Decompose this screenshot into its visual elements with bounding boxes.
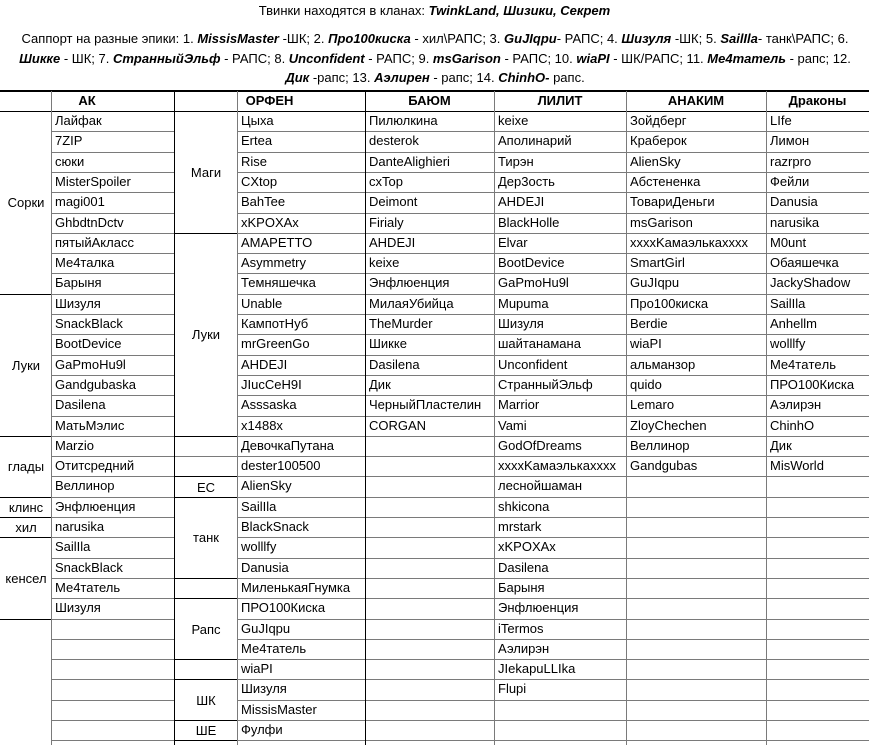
ak-group-label: Сорки [1,112,51,294]
anakim-name: Веллинор [630,437,690,453]
support-text: - РАПС; 10. [500,50,577,66]
orfen_names-name: Rise [241,153,268,169]
baium-name: ЧерныйПластелин [369,397,482,413]
support-name: SailIla [720,31,758,46]
orfen_names-name: ДевочкаПутана [241,437,335,453]
anakim-name: ZloyChechen [630,417,707,433]
orfen_names-name: ПРО100Киска [241,600,326,616]
orfen_names-name: Asssaska [241,397,297,413]
support-text: Саппорт на разные эпики: 1. [21,31,198,46]
lilit-name: BootDevice [498,255,565,271]
col-line [51,91,52,745]
orfen_names-name: GuJIqpu [241,620,291,636]
orfen_names-name: AMAPETTO [241,234,313,250]
lilit-name: iTermos [498,620,544,636]
support-name: GuJIqpu [504,31,557,46]
lilit-name: GaPmoHu9l [498,275,569,291]
lilit-name: СтранныйЭльф [498,376,593,392]
ak_names-name: МатьМэлис [55,417,125,433]
anakim-name: quido [630,376,662,392]
orfen_names-name: wolllfy [241,539,277,555]
dragons-name: ChinhO [770,417,815,433]
column-header-baium: БАЮМ [408,93,451,108]
ak_names-name: Marzio [55,437,95,453]
group-line [0,436,51,437]
support-text: - ШК/РАПС; 11. [609,50,708,66]
support-name: wiaPI [576,50,610,66]
anakim-name: Краберок [630,133,687,149]
support-name: Me4тaтeль [707,50,786,66]
support-name: Дик [285,70,310,85]
baium-name: DanteAlighieri [369,153,450,169]
baium-name: Энфлюенция [369,275,450,291]
ak-group-label: глады [1,437,51,497]
ak_names-name: Ме4татель [55,579,121,595]
group-line [174,476,237,477]
support-name: Аэлирен [374,70,430,85]
lilit-name: xxxxKaмaэлькахххх [498,458,616,474]
column-header-ak: АК [78,93,96,108]
orfen_names-name: BlackSnack [241,519,309,534]
baium-name: cxTop [369,173,403,189]
support-text: - танк\РАПС; 6. [757,31,849,46]
group-line [0,497,51,498]
support-text: -ШК; 5. [671,31,721,46]
col-line-bold [365,91,366,745]
support-text: рапс. [549,70,585,85]
ak_names-name: MisterSpoiler [55,173,131,189]
orfen_names-name: xKPOXAx [241,214,299,230]
baium-name: AHDEJI [369,234,416,250]
support-description [6,29,864,88]
dragons-name: M0unt [770,234,807,250]
lilit-name: mrstark [498,519,542,534]
baium-name: Дик [369,376,391,392]
orfen_names-name: AlienSky [241,478,292,494]
clans-title: Твинки находятся в кланах: TwinkLand, Шизики, Секрет [258,3,611,18]
orfen_names-name: Ме4татель [241,640,307,656]
lilit-name: shkicona [498,498,550,514]
orfen_names-name: CXtop [241,173,278,189]
anakim-name: ТовариДеньги [630,194,715,210]
dragons-name: MisWorld [770,458,824,474]
column-header-dragons: Драконы [788,93,847,108]
orfen_names-name: Unable [241,295,283,311]
orfen_names-name: МиленькаяГнумка [241,579,351,595]
group-line [0,537,51,538]
support-name: Шизуля [621,31,672,46]
ak_names-name: пятыйАкласс [55,234,134,250]
group-line [174,679,237,680]
support-text: - ШК; 7. [60,50,113,66]
group-line [174,720,237,721]
orfen_names-name: Темняшечка [241,275,316,291]
anakim-name: Lemaro [630,397,675,413]
group-line [174,740,237,741]
group-line [174,436,237,437]
ak_names-name: Лайфак [55,113,102,128]
support-text: - РАПС; 8. [220,50,289,66]
column-header-lilit: ЛИЛИТ [537,93,583,108]
dragons-name: Фейли [770,173,810,189]
dragons-name: Me4тaтeль [770,356,837,372]
lilit-name: Marrior [498,397,540,413]
lilit-name: Аэлирэн [498,640,550,656]
lilit-name: keixe [498,113,529,128]
lilit-name: Unconfident [498,356,568,372]
dragons-name: SailIla [770,295,806,311]
dragons-name: razrpro [770,153,812,169]
lilit-name: Шизуля [498,316,544,331]
orfen_names-name: AHDEJI [241,356,288,372]
ak-group-label: Луки [1,295,51,436]
orfen_names-name: Ertea [241,133,273,149]
orfen-group-label: ШЕ [175,721,237,740]
orfen_names-name: JIucCeH9I [241,376,302,392]
ak-group-label: хил [1,518,51,537]
ak_names-name: BootDevice [55,336,122,352]
support-name: MissisMaster [197,31,279,46]
anakim-name: Berdie [630,316,668,331]
ak_names-name: Dasilena [55,397,106,413]
ak_names-name: SailIla [55,539,91,555]
orfen_names-name: mrGreenGo [241,336,310,352]
group-line [174,111,237,112]
ak_names-name: Отитсредний [55,458,135,474]
dragons-name: LIfe [770,113,792,128]
dragons-name: Anhellm [770,316,817,331]
dragons-name: Danusia [770,194,818,210]
orfen_names-name: Шизуля [241,681,287,697]
column-header-orfen: ОРФЕН [245,93,294,108]
dragons-name: Лимон [770,133,810,149]
baium-name: CORGAN [369,417,427,433]
orfen-group-label: Луки [175,234,237,436]
ak_names-name: сюки [55,153,85,169]
ak_names-name: SnackBlack [55,559,123,575]
support-text: - РАПС; 9. [364,50,433,66]
anakim-name: альманзор [630,356,696,372]
ak_names-name: Gandgubaska [55,376,136,392]
support-text: - рапс; 12. [785,50,851,66]
orfen_names-name: Danusia [241,559,289,575]
lilit-name: JIekapuLLIka [498,661,576,677]
ak_names-name: Энфлюенция [55,498,136,514]
lilit-name: AHDEJI [498,194,545,210]
col-line [626,91,627,745]
orfen-group-label: Маги [175,112,237,233]
lilit-name: Энфлюенция [498,600,579,616]
dragons-name: JackyShadow [770,275,851,291]
anakim-name: GuJIqpu [630,275,680,291]
orfen_names-name: Фулфи [241,722,283,737]
group-line [174,659,237,660]
baium-name: Dasilena [369,356,420,372]
orfen_names-name: MissisMaster [241,701,317,717]
dragons-name: Аэлирэн [770,397,822,413]
orfen-group-label: ЕС [175,477,237,496]
col-line [494,91,495,745]
orfen-group-label: танк [175,498,237,578]
group-line [174,233,237,234]
lilit-name: Dasilena [498,559,549,575]
baium-name: desterok [369,133,419,149]
lilit-name: Дер3ость [498,173,555,189]
anakim-name: AlienSky [630,153,681,169]
orfen_names-name: x1488x [241,417,283,433]
orfen_names-name: Asymmetry [241,255,306,271]
ak_names-name: Веллинор [55,478,115,494]
anakim-name: Абстененка [630,173,701,189]
group-line [174,497,237,498]
group-line [0,517,51,518]
col-line [237,91,238,745]
lilit-name: шайтанамана [498,336,581,352]
dragons-name: Обаяшечка [770,255,839,271]
orfen_names-name: КампотНуб [241,316,309,331]
baium-name: keixe [369,255,400,271]
orfen_names-name: SailIla [241,498,277,514]
group-line [0,619,51,620]
lilit-name: Mupuma [498,295,549,311]
orfen_names-name: BahTee [241,194,286,210]
lilit-name: Барыня [498,579,545,595]
ak_names-name: Барыня [55,275,102,291]
support-text: - РАПС; 4. [556,31,622,46]
anakim-name: Про100киска [630,295,709,311]
baium-name: МилаяУбийца [369,295,454,311]
orfen_names-name: wiaPI [241,661,273,677]
group-line [0,111,51,112]
baium-name: TheMurder [369,316,433,331]
lilit-name: Vami [498,417,527,433]
ak_names-name: Шизуля [55,600,101,616]
anakim-name: Gandgubas [630,458,698,474]
lilit-name: Flupi [498,681,527,697]
ak_names-name: magi001 [55,194,105,210]
support-name: msGarison [432,50,501,66]
support-name: Unconfident [288,50,365,66]
support-name: СтранныйЭльф [112,50,221,66]
support-name: Шикке [19,50,61,66]
support-name: ChinhO- [498,70,550,85]
dragons-name: Дик [770,437,792,453]
support-name: Про100киска [328,31,411,46]
baium-name: Пилюлкина [369,113,438,128]
dragons-name: wolllfy [770,336,806,352]
lilit-name: BlackHolle [498,214,560,230]
anakim-name: wiaPI [630,336,662,352]
orfen-group-label: ШК [175,680,237,720]
ak-group-label: клинс [1,498,51,517]
sheet-header [0,0,869,92]
dragons-name: narusika [770,214,820,230]
lilit-name: Elvar [498,234,528,250]
anakim-name: SmartGirl [630,255,685,271]
lilit-name: леснойшаман [498,478,582,494]
group-line [174,598,237,599]
support-text: - хил\РАПС; 3. [410,31,505,46]
lilit-name: Тирэн [498,153,534,169]
ak_names-name: GaPmoHu9l [55,356,126,372]
lilit-name: GodOfDreams [498,437,582,453]
support-text: -рапс; 13. [309,70,375,85]
col-line [766,91,767,745]
baium-name: Deimont [369,194,418,210]
anakim-name: msGarison [630,214,693,230]
support-text: -ШК; 2. [278,31,329,46]
ak_names-name: Шизуля [55,295,101,311]
orfen_names-name: dester100500 [241,458,321,474]
lilit-name: xKPOXAx [498,539,556,555]
anakim-name: xxxxKaмaэлькахххх [630,234,748,250]
ak_names-name: 7ZIP [55,133,83,149]
lilit-name: Аполинарий [498,133,572,149]
baium-name: Firialy [369,214,404,230]
group-line [174,578,237,579]
ak_names-name: GhbdtnDctv [55,214,124,230]
ak-group-label: кенсел [1,538,51,618]
ak_names-name: Ме4талка [55,255,115,271]
orfen-group-label: Рапс [175,599,237,659]
group-line [0,294,51,295]
ak_names-name: SnackBlack [55,316,123,331]
anakim-name: Зойдберг [630,113,687,128]
orfen_names-name: Цыха [241,113,274,128]
support-text: - рапс; 14. [429,70,499,85]
ak_names-name: narusika [55,519,105,534]
baium-name: Шикке [369,336,407,352]
column-header-anakim: АНАКИМ [667,93,725,108]
dragons-name: ПРО100Киска [770,376,855,392]
